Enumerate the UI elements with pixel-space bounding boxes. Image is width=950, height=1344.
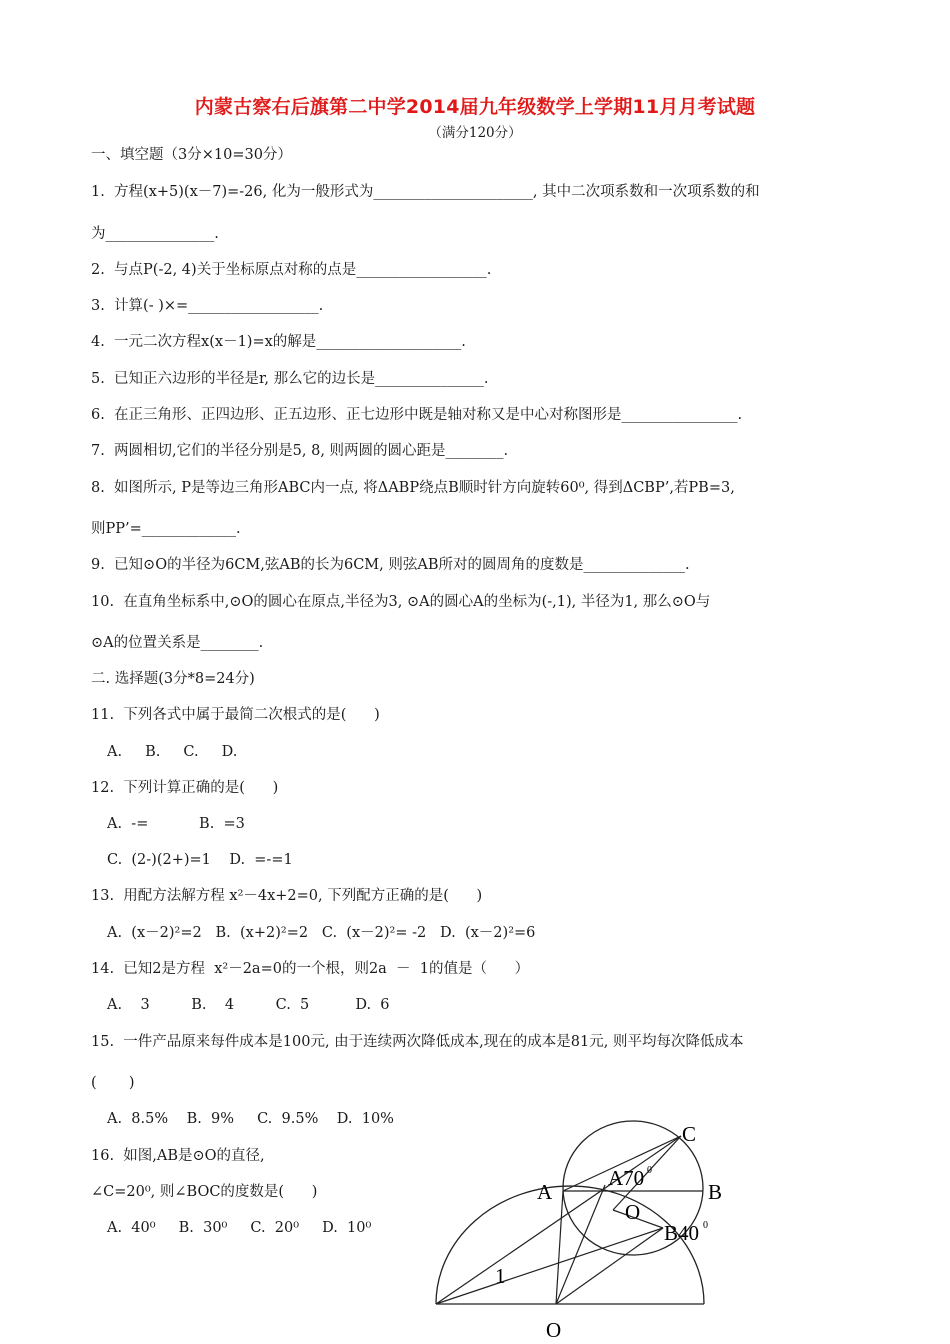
label-o: O	[625, 1200, 641, 1224]
question-line-q12: 12. 下列计算正确的是( )	[91, 780, 279, 796]
question-line-q15b: ( )	[91, 1075, 135, 1091]
label-c: C	[682, 1122, 697, 1146]
geometry-figure	[420, 1115, 750, 1344]
label-a70-sup: 0	[647, 1165, 652, 1176]
question-line-q4: 4. 一元二次方程x(x－1)=x的解是____________________.	[91, 334, 466, 350]
question-line-q13: 13. 用配方法解方程 x²－4x+2=0, 下列配方正确的是( )	[91, 888, 483, 904]
label-b40-sup: 0	[703, 1220, 708, 1231]
question-line-q16o: A. 40⁰ B. 30⁰ C. 20⁰ D. 10⁰	[107, 1220, 372, 1236]
question-line-q3: 3. 计算(- )×=__________________.	[91, 298, 324, 314]
question-line-q12o2: C. (2-)(2+)=1 D. =-=1	[107, 852, 293, 868]
semicircle-arc	[436, 1186, 704, 1304]
question-line-q8b: 则PP’=_____________.	[91, 521, 241, 537]
question-line-q15o: A. 8.5% B. 9% C. 9.5% D. 10%	[107, 1111, 394, 1127]
question-line-q14o: A. 3 B. 4 C. 5 D. 6	[107, 997, 390, 1013]
segment-o-a	[556, 1191, 563, 1304]
page-subtitle: （满分120分）	[428, 125, 522, 141]
label-b: B	[708, 1180, 723, 1204]
question-line-q15a: 15. 一件产品原来每件成本是100元, 由于连续两次降低成本,现在的成本是81元, 则平均每次降低成本	[91, 1034, 744, 1050]
question-line-q10b: ⊙A的位置关系是________.	[91, 635, 264, 651]
question-line-q1b: 为_______________.	[91, 226, 219, 242]
question-line-q9: 9. 已知⊙O的半径为6CM,弦AB的长为6CM, 则弦AB所对的圆周角的度数是______________.	[91, 557, 690, 573]
label-a: A	[537, 1180, 553, 1204]
question-line-q14: 14. 已知2是方程 x²－2a=0的一个根，则2a － 1的值是（ ）	[91, 961, 530, 977]
page-title: 内蒙古察右后旗第二中学2014届九年级数学上学期11月月考试题	[194, 96, 756, 118]
question-line-q11o: A. B. C. D.	[107, 744, 238, 760]
question-line-q8a: 8. 如图所示, P是等边三角形ABC内一点, 将ΔABP绕点B顺时针方向旋转60⁰, 得到ΔCBP’,若PB=3,	[91, 480, 735, 496]
question-line-sec1: 一、填空题（3分×10=30分）	[91, 147, 292, 163]
question-line-q1a: 1. 方程(x+5)(x－7)=-26, 化为一般形式为______________________, 其中二次项系数和一次项系数的和	[91, 184, 760, 200]
question-line-q16b: ∠C=20⁰, 则∠BOC的度数是( )	[91, 1184, 318, 1200]
segment-left-c	[436, 1136, 681, 1304]
question-line-sec2: 二. 选择题(3分*8=24分)	[91, 671, 255, 687]
question-line-q12o1: A. -= B. =3	[107, 816, 245, 832]
question-line-q2: 2. 与点P(-2, 4)关于坐标原点对称的点是__________________.	[91, 262, 492, 278]
question-line-q7: 7. 两圆相切,它们的半径分别是5, 8, 则两圆的圆心距是________.	[91, 443, 509, 459]
label-a70: A70	[608, 1166, 645, 1190]
question-line-q13o: A. (x－2)²=2 B. (x+2)²=2 C. (x－2)²= -2 D. (x－2)²=6	[107, 925, 536, 941]
question-line-q10a: 10. 在直角坐标系中,⊙O的圆心在原点,半径为3, ⊙A的圆心A的坐标为(-,1), 半径为1, 那么⊙O与	[91, 594, 711, 610]
question-line-q5: 5. 已知正六边形的半径是r, 那么它的边长是_______________.	[91, 371, 489, 387]
segment-left-b	[436, 1228, 663, 1304]
question-line-q16a: 16. 如图,AB是⊙O的直径,	[91, 1148, 265, 1164]
question-line-q11: 11. 下列各式中属于最简二次根式的是( )	[91, 707, 380, 723]
label-o-bottom: O	[546, 1318, 562, 1342]
question-line-q6: 6. 在正三角形、正四边形、正五边形、正七边形中既是轴对称又是中心对称图形是________________.	[91, 407, 743, 423]
label-one: 1	[495, 1264, 506, 1288]
label-b40: B40	[664, 1221, 700, 1245]
